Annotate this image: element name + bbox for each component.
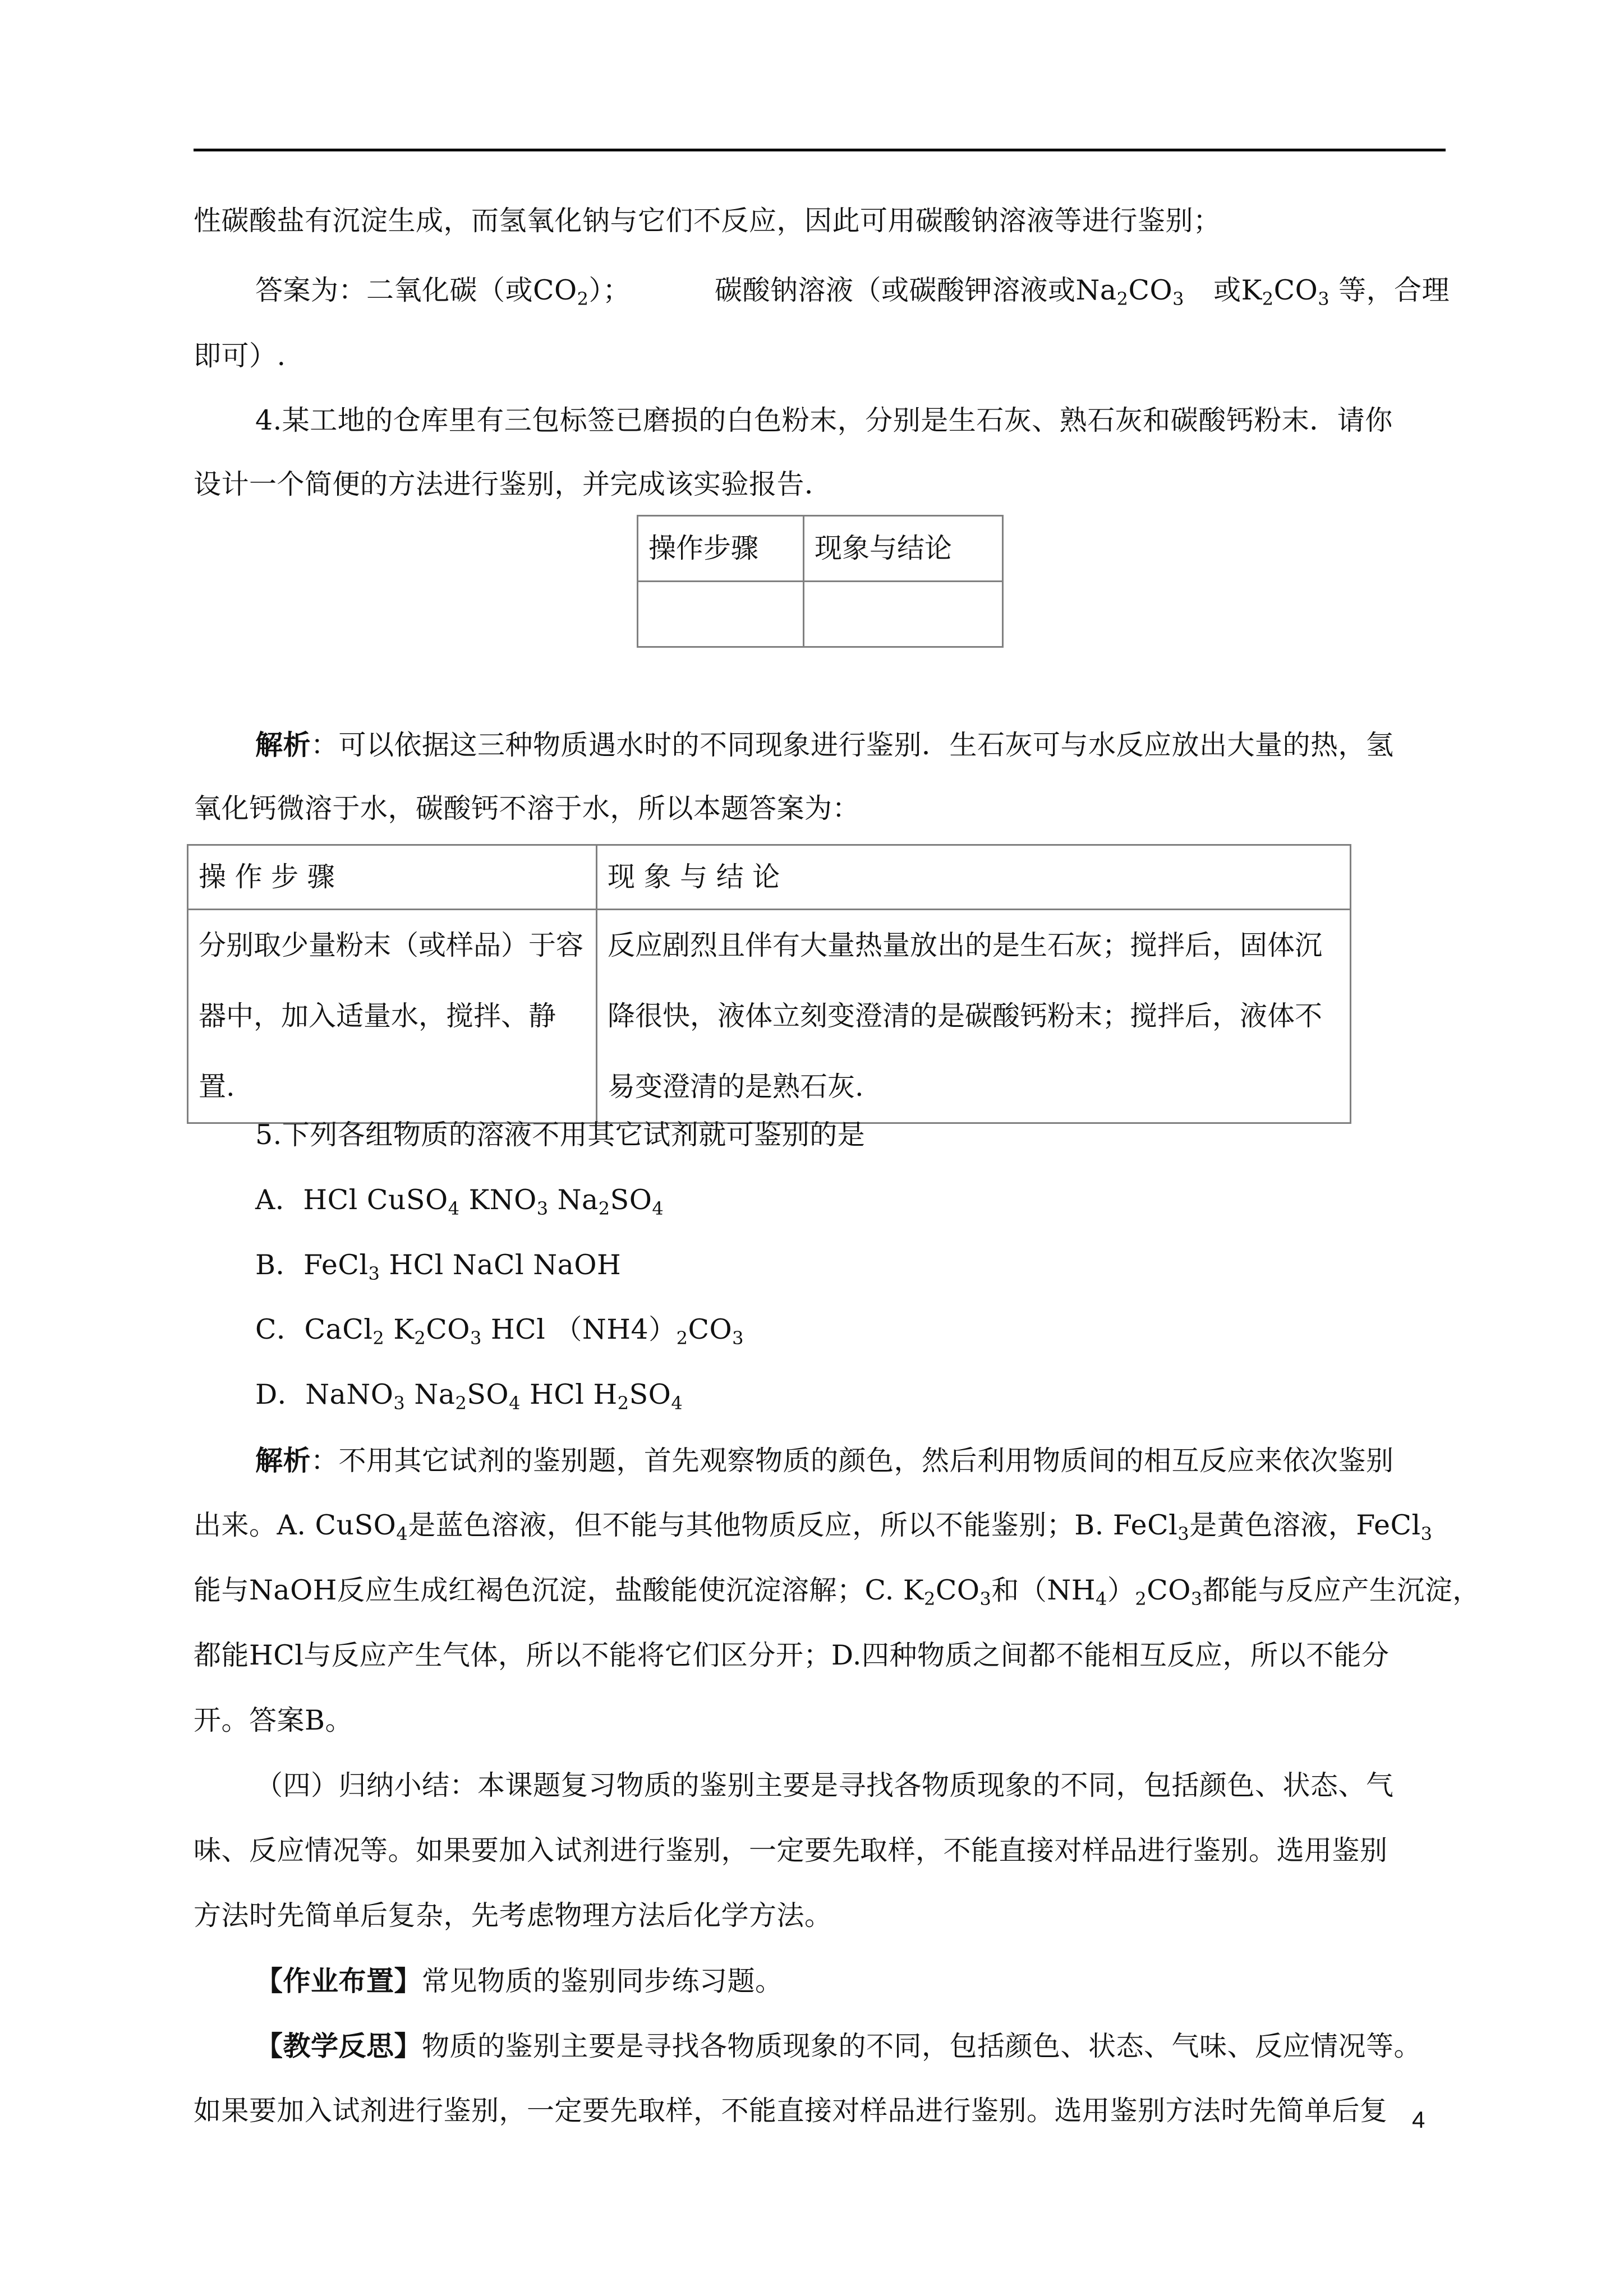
answer-line: 答案为：二氧化碳（或$CO_2$）； 碳酸钠溶液（或碳酸钾溶液或$Na_2CO_3$ 或$K_2CO_3$ 等，合理 — [255, 274, 1450, 310]
question-5: 5.下列各组物质的溶液不用其它试剂就可鉴别的是 — [255, 1119, 866, 1151]
summary-line: （四）归纳小结：本课题复习物质的鉴别主要是寻找各物质现象的不同，包括颜色、状态、气 — [255, 1769, 1394, 1801]
text-line: 能与NaOH反应生成红褐色沉淀，盐酸能使沉淀溶解；C. $K_2CO_3$和$(NH_4)_2CO_3$都能与反应产生沉淀， — [194, 1574, 1480, 1610]
reflection-line: 【教学反思】物质的鉴别主要是寻找各物质现象的不同，包括颜色、状态、气味、反应情况等。 — [255, 2030, 1422, 2062]
text-line: 设计一个简便的方法进行鉴别，并完成该实验报告． — [194, 468, 832, 500]
text-line: 方法时先简单后复杂，先考虑物理方法后化学方法。 — [194, 1899, 832, 1931]
table-cell-procedure: 分别取少量粉末（或样品）于容 器中，加入适量水，搅拌、静 置. — [188, 910, 597, 1123]
table-header-cell: 操 作 步 骤 — [188, 845, 597, 910]
text-line: 味、反应情况等。如果要加入试剂进行鉴别，一定要先取样，不能直接对样品进行鉴别。选用鉴别 — [194, 1834, 1388, 1866]
text-line: 性碳酸盐有沉淀生成，而氢氧化钠与它们不反应，因此可用碳酸钠溶液等进行鉴别； — [194, 205, 1221, 237]
answer-report-table — [187, 844, 1351, 1124]
text-line: 即可）. — [194, 340, 286, 372]
option-b: B．FeCl$_3$ HCl NaCl NaOH — [255, 1249, 622, 1284]
homework-line: 【作业布置】常见物质的鉴别同步练习题。 — [255, 1965, 783, 1997]
text-line: 出来。A. CuSO$_4$是蓝色溶液，但不能与其他物质反应，所以不能鉴别；B. FeCl$_3$是黄色溶液，FeCl$_3$ — [194, 1509, 1433, 1545]
analysis-line: 解析：可以依据这三种物质遇水时的不同现象进行鉴别．生石灰可与水反应放出大量的热，氢 — [255, 729, 1394, 761]
text-line: 如果要加入试剂进行鉴别，一定要先取样，不能直接对样品进行鉴别。选用鉴别方法时先简单后复 — [194, 2095, 1388, 2127]
analysis-line: 解析：不用其它试剂的鉴别题，首先观察物质的颜色，然后利用物质间的相互反应来依次鉴别 — [255, 1444, 1394, 1477]
text-line: 氧化钙微溶于水，碳酸钙不溶于水，所以本题答案为： — [194, 792, 861, 824]
table-cell-result: 反应剧烈且伴有大量热量放出的是生石灰；搅拌后，固体沉 降很快，液体立刻变澄清的是碳酸钙粉末；搅拌后，液体不 易变澄清的是熟石灰. — [597, 910, 1351, 1123]
table-header-cell: 操作步骤 — [638, 516, 804, 582]
option-c: C．CaCl$_2$ $K_2CO_3$ HCl $(NH4)_2CO_3$ — [255, 1313, 744, 1349]
table-cell — [804, 582, 1003, 647]
header-rule — [194, 149, 1446, 151]
text-line: 都能HCl与反应产生气体，所以不能将它们区分开；D.四种物质之间都不能相互反应，所以不能分 — [194, 1639, 1390, 1671]
option-a: A．HCl CuSO$_4$ $KNO_3$ $Na_2SO_4$ — [255, 1184, 664, 1219]
option-d: D．NaNO$_3$ $Na_2SO_4$ HCl $H_2SO_4$ — [255, 1378, 683, 1414]
table-cell — [638, 582, 804, 647]
table-header-cell: 现 象 与 结 论 — [597, 845, 1351, 910]
table-header-cell: 现象与结论 — [804, 516, 1003, 582]
text-line: 开。答案B。 — [194, 1704, 353, 1736]
blank-report-table — [637, 515, 1004, 648]
question-4: 4.某工地的仓库里有三包标签已磨损的白色粉末，分别是生石灰、熟石灰和碳酸钙粉末．请你 — [255, 404, 1393, 436]
page-number: 4 — [1412, 2106, 1425, 2133]
